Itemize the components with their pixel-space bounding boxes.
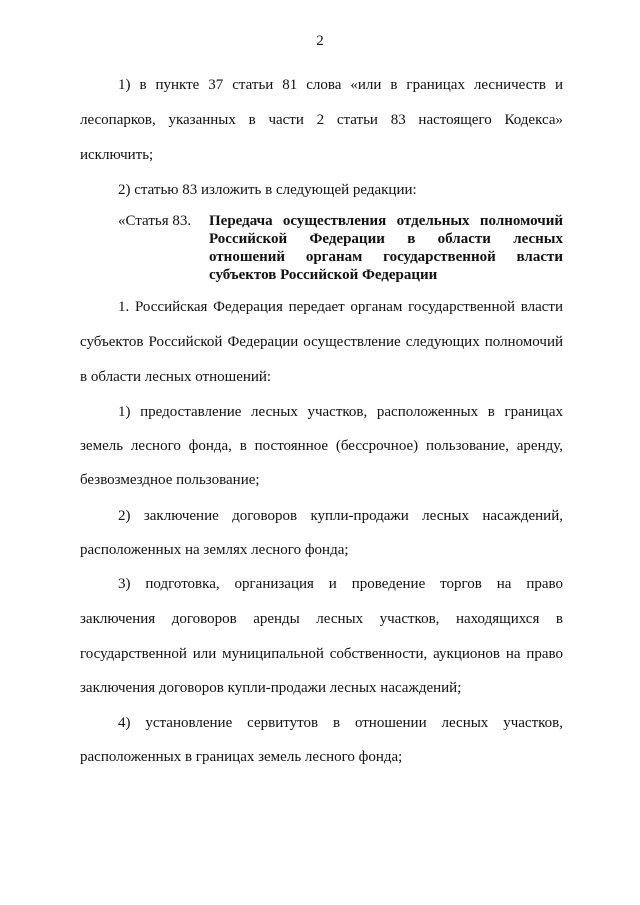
paragraph-6-line-4: заключения договоров купли-продажи лесных насаждений; [80, 680, 462, 696]
page-number: 2 [316, 33, 324, 49]
paragraph-3-line-3: в области лесных отношений: [80, 369, 272, 385]
paragraph-5-line-1: 2) заключение договоров купли-продажи лесных насаждений, [118, 508, 563, 524]
article-label: «Статья 83. [118, 213, 192, 229]
article-title-line-2: Российской Федерации в области лесных [209, 231, 563, 247]
paragraph-3-line-1: 1. Российская Федерация передает органам государственной власти [118, 299, 563, 315]
paragraph-6-line-3: государственной или муниципальной собственности, аукционов на право [80, 646, 563, 662]
paragraph-6-line-2: заключения договоров аренды лесных участков, находящихся в [80, 611, 563, 627]
article-title-line-4: субъектов Российской Федерации [209, 267, 438, 283]
paragraph-5-line-2: расположенных на землях лесного фонда; [80, 542, 349, 558]
paragraph-4-line-2: земель лесного фонда, в постоянное (бессрочное) пользование, аренду, [80, 438, 563, 454]
paragraph-2-line-1: 2) статью 83 изложить в следующей редакции: [118, 182, 417, 198]
paragraph-7-line-1: 4) установление сервитутов в отношении лесных участков, [118, 715, 563, 731]
article-title-line-1: Передача осуществления отдельных полномочий [209, 213, 563, 229]
paragraph-1-line-3: исключить; [80, 147, 154, 163]
paragraph-3-line-2: субъектов Российской Федерации осуществление следующих полномочий [80, 334, 563, 350]
article-title-line-3: отношений органам государственной власти [209, 249, 563, 265]
paragraph-4-line-1: 1) предоставление лесных участков, расположенных в границах [118, 404, 563, 420]
paragraph-7-line-2: расположенных в границах земель лесного фонда; [80, 749, 403, 765]
paragraph-6-line-1: 3) подготовка, организация и проведение торгов на право [118, 576, 563, 592]
paragraph-1-line-2: лесопарков, указанных в части 2 статьи 83 настоящего Кодекса» [80, 112, 563, 128]
paragraph-4-line-3: безвозмездное пользование; [80, 472, 260, 488]
paragraph-1-line-1: 1) в пункте 37 статьи 81 слова «или в границах лесничеств и [118, 77, 563, 93]
